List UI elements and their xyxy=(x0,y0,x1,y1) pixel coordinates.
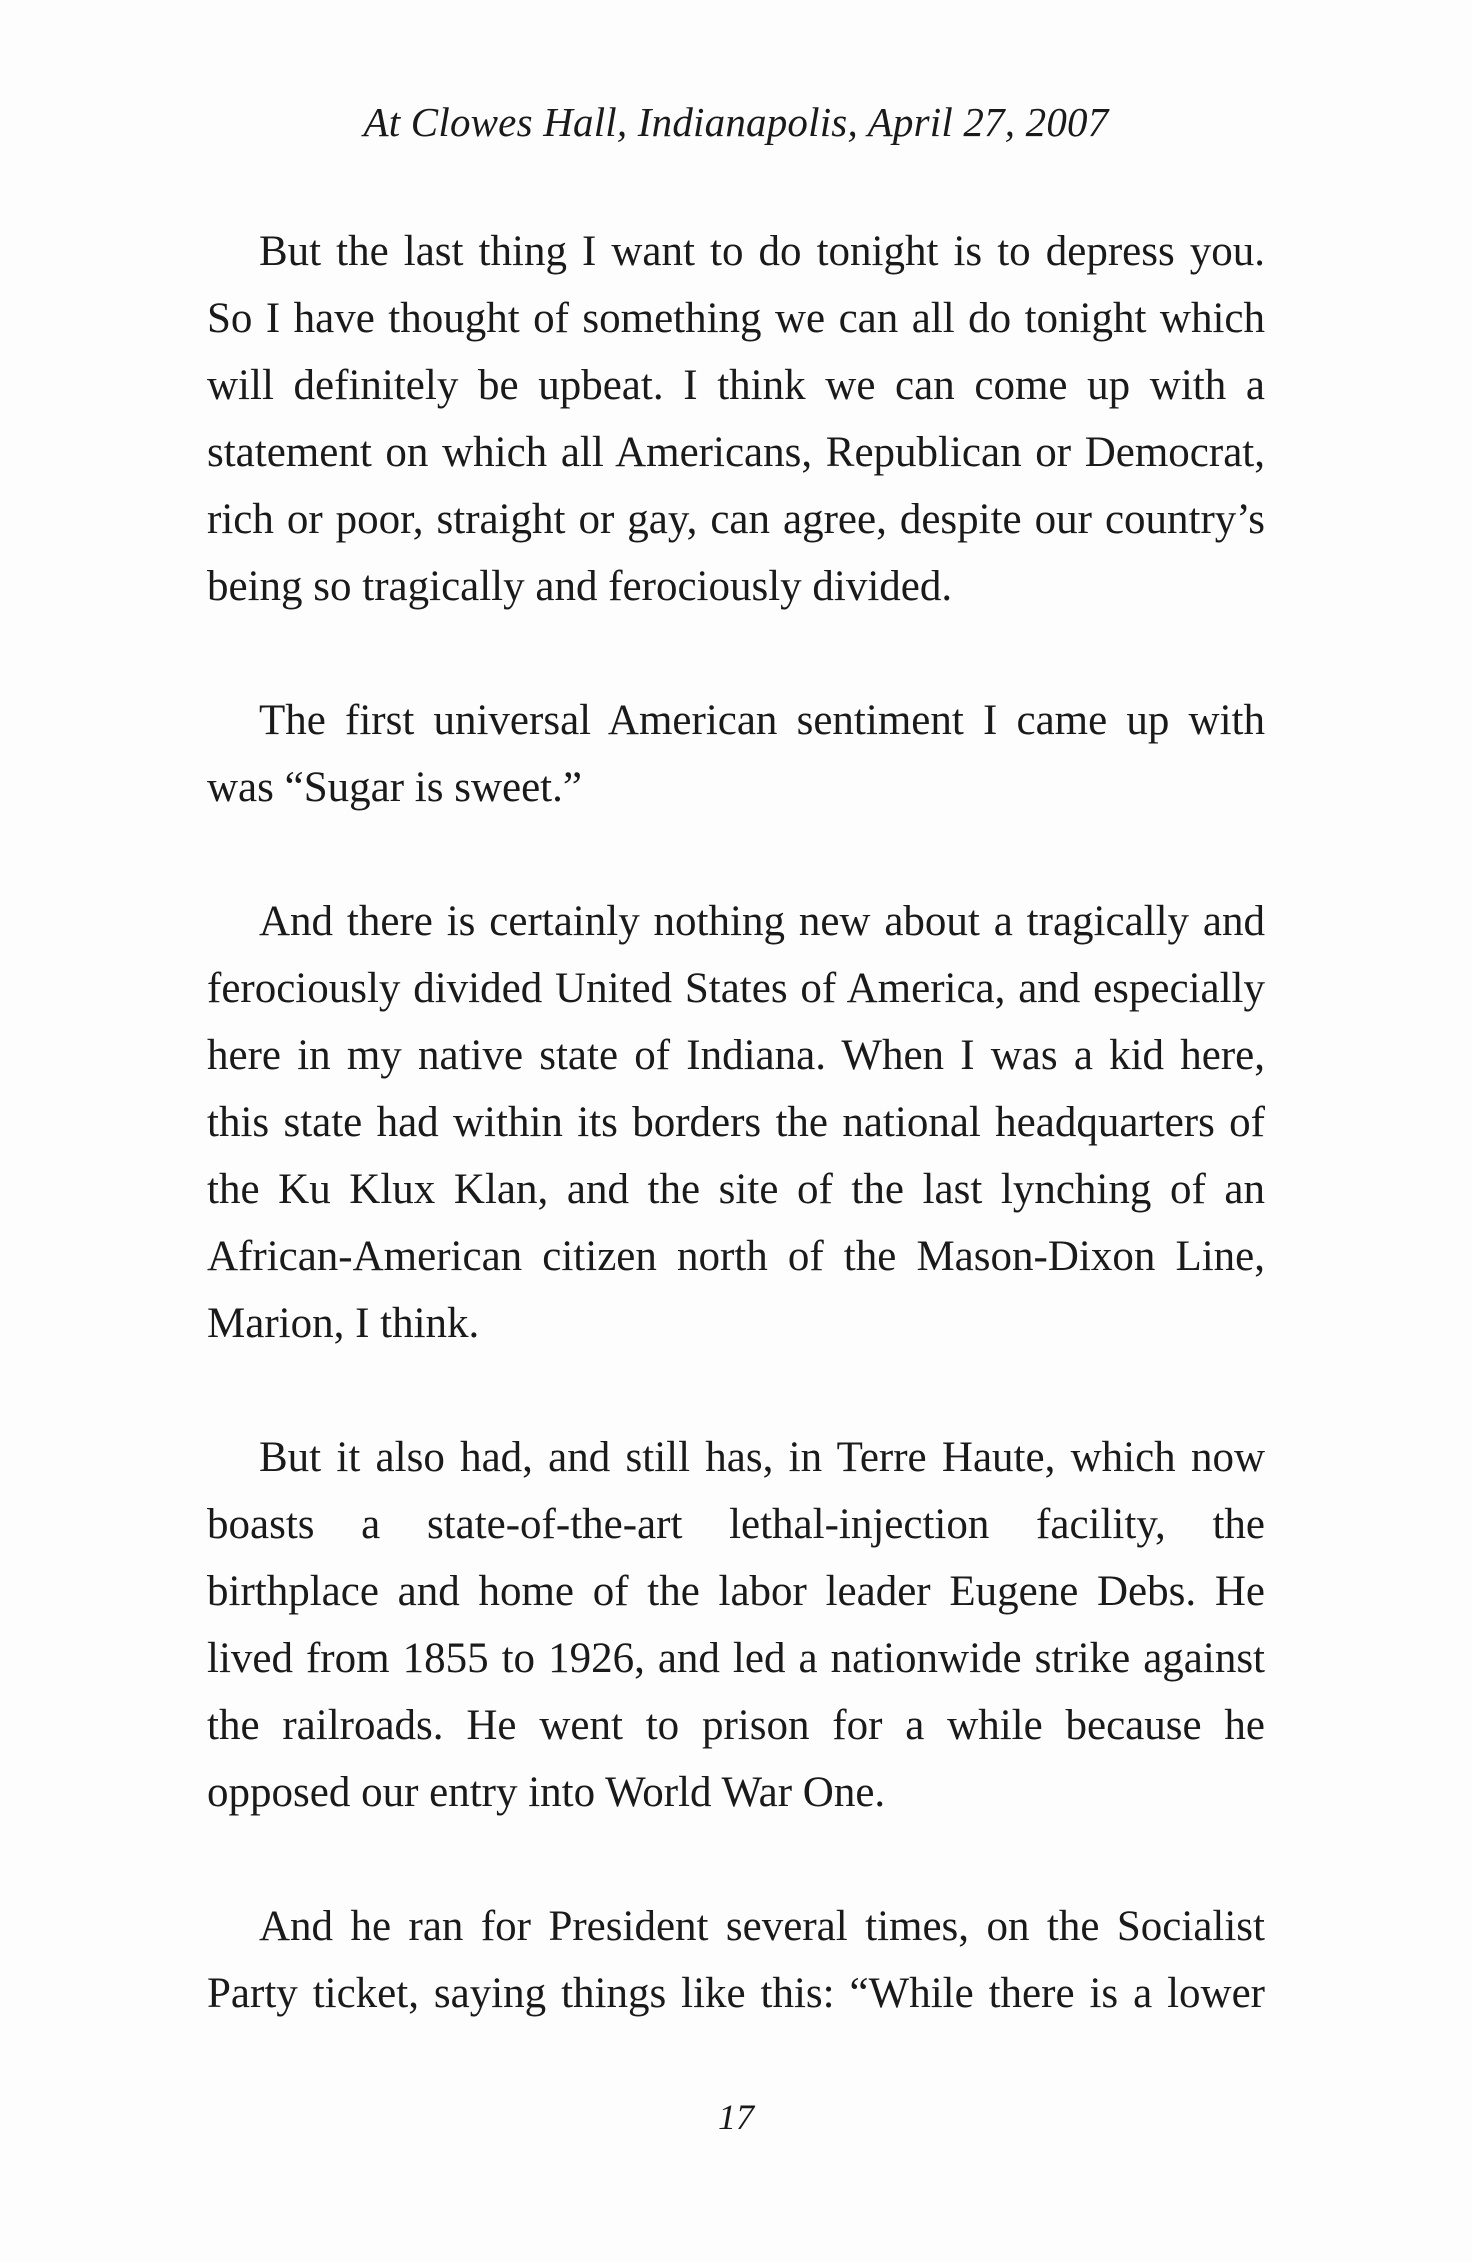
paragraph: But the last thing I want to do tonight is to depress you. So I have thought of something we can all do tonight which will definitely be upbeat. I think we can come up with a statement on which all Americans, Republican or Democrat, rich or poor, straight or gay, can agree, despite our country’s being so tragically and ferociously divided. xyxy=(207,228,1265,610)
running-head: At Clowes Hall, Indianapolis, April 27, 2007 xyxy=(363,99,1109,145)
paragraph: And there is certainly nothing new about a tragically and ferociously divided United States of America, and especially here in my native state of Indiana. When I was a kid here, this state had within its borders the national headquarters of the Ku Klux Klan, and the site of the last lynching of an African-American citizen north of the Mason-Dixon Line, Marion, I think. xyxy=(207,898,1265,1347)
paragraph: The first universal American sentiment I came up with was “Sugar is sweet.” xyxy=(207,697,1265,811)
paragraph: And he ran for President several times, on the Socialist Party ticket, saying things like this: “While there is a lower xyxy=(207,1903,1265,2017)
page-number: 17 xyxy=(718,2097,754,2137)
paragraph: But it also had, and still has, in Terre Haute, which now boasts a state-of-the-art lethal-injection facility, the birthplace and home of the labor leader Eugene Debs. He lived from 1855 to 1926, and led a nationwide strike against the railroads. He went to prison for a while because he opposed our entry into World War One. xyxy=(207,1434,1265,1816)
body-text xyxy=(207,218,1265,2027)
